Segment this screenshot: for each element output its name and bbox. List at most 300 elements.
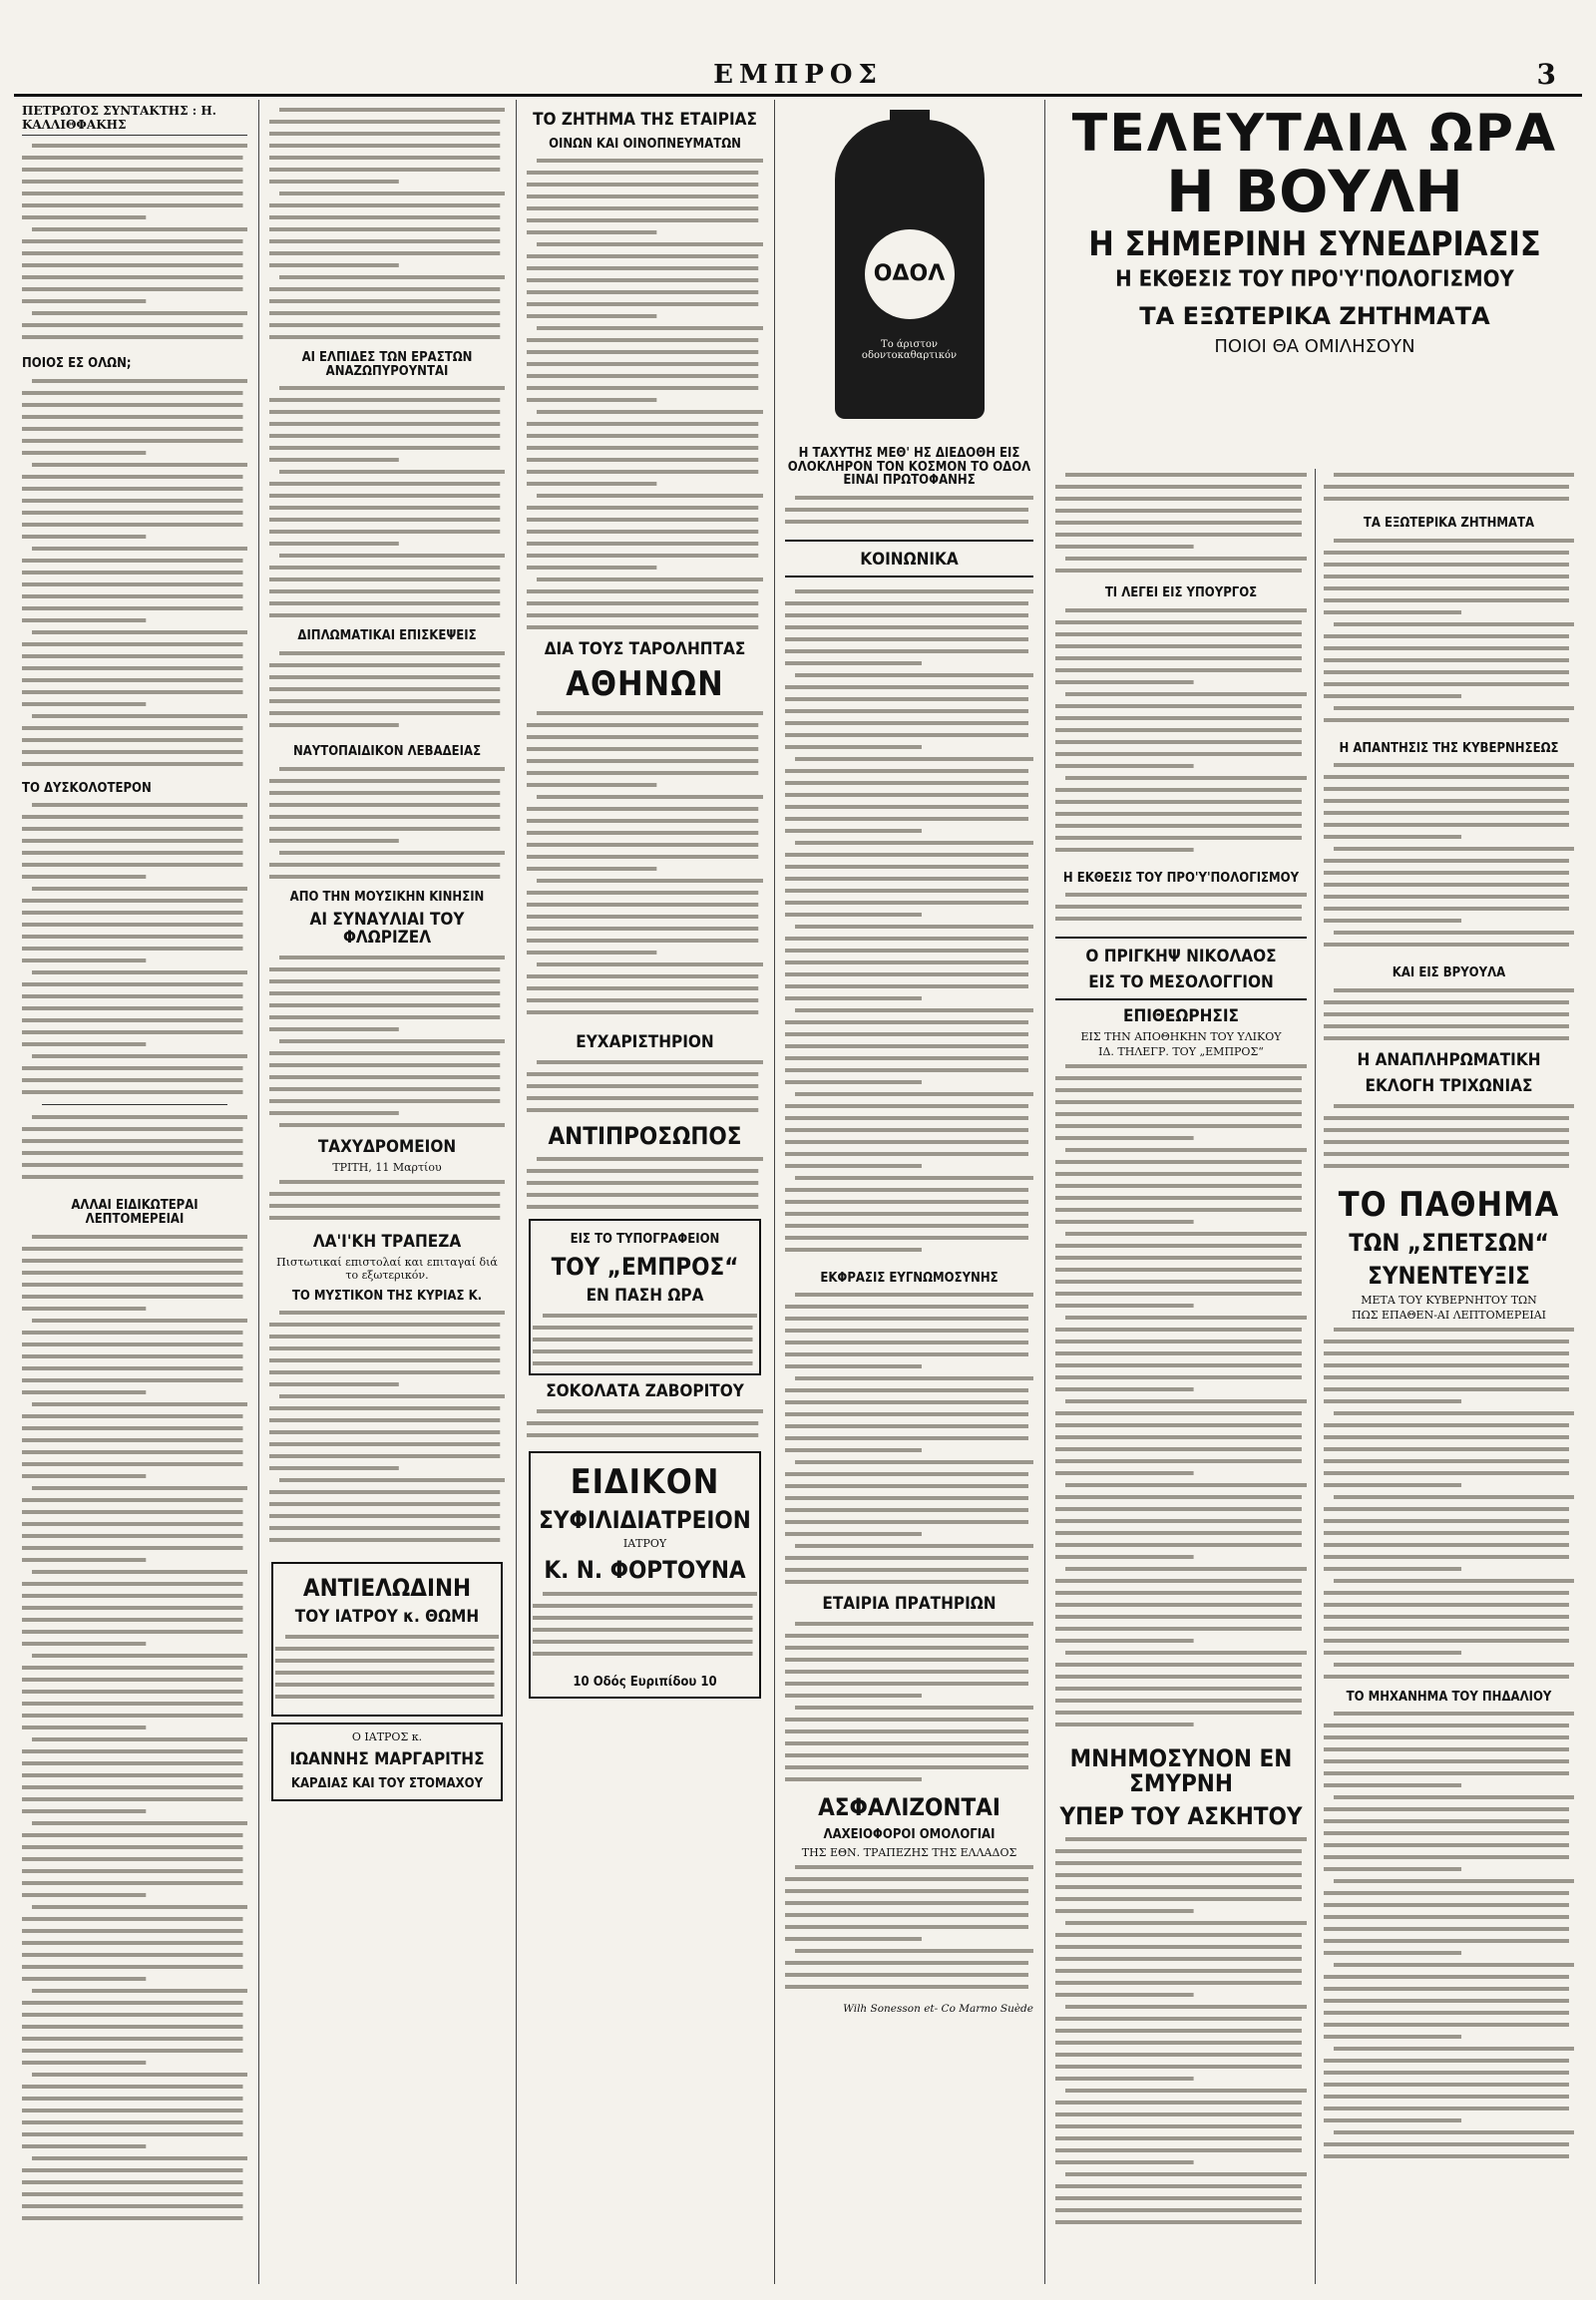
text-line [22, 1857, 242, 1861]
text-line [537, 1409, 763, 1413]
text-line [32, 1989, 247, 1993]
text-line [22, 2132, 242, 2136]
text-line [1334, 2130, 1574, 2134]
text-line [527, 183, 758, 187]
text-line [1065, 1921, 1307, 1925]
text-line [1324, 1164, 1569, 1168]
text-line [1334, 988, 1574, 992]
text-line [1324, 2011, 1569, 2015]
text-line [1324, 907, 1569, 911]
text-lines [1055, 1060, 1307, 1738]
article-heading: ΕΥΧΑΡΙΣΤΗΡΙΟΝ [576, 1032, 714, 1053]
text-line [1324, 1951, 1461, 1955]
text-line [269, 410, 500, 414]
ad-tagline: Το άριστον οδοντοκαθαρτικόν [861, 339, 958, 361]
text-line [22, 1366, 242, 1370]
text-line [1065, 776, 1307, 780]
text-line [527, 903, 758, 907]
ad-box [271, 1723, 503, 1800]
article-body [1055, 469, 1307, 578]
text-line [785, 1472, 1028, 1476]
text-lines [269, 104, 505, 343]
text-line [785, 1436, 1028, 1440]
text-lines [533, 1588, 757, 1668]
text-line [1055, 1909, 1194, 1913]
text-line [32, 1570, 247, 1574]
text-line [1055, 2220, 1302, 2224]
text-line [785, 1140, 1028, 1144]
text-line [269, 687, 500, 691]
text-line [22, 1066, 242, 1070]
text-line [1324, 1891, 1569, 1895]
text-line [22, 427, 242, 431]
text-line [537, 577, 763, 581]
text-line [527, 171, 758, 175]
text-line [1055, 716, 1302, 720]
text-line [279, 1311, 505, 1315]
text-line [537, 879, 763, 883]
text-line [1334, 1663, 1574, 1667]
text-line [1324, 823, 1569, 827]
text-line [269, 1099, 500, 1103]
text-line [22, 275, 242, 279]
text-line [527, 601, 758, 605]
text-line [1055, 1897, 1302, 1901]
text-line [1334, 1411, 1574, 1415]
text-line [1324, 2083, 1569, 2087]
text-line [269, 1335, 500, 1339]
text-line [22, 935, 242, 939]
text-line [1055, 1172, 1302, 1176]
text-line [269, 156, 500, 160]
ad-body [275, 1631, 499, 1711]
text-line [785, 769, 1028, 773]
ad-brand: ΟΔΟΛ [865, 229, 955, 319]
text-line [1324, 1615, 1569, 1619]
text-line [269, 1346, 500, 1350]
text-line [1055, 2077, 1194, 2081]
text-line [1324, 1747, 1569, 1751]
text-line [795, 1008, 1033, 1012]
text-line [785, 1556, 1028, 1560]
article-body [1055, 1833, 1307, 2232]
text-line [22, 535, 146, 539]
text-line [22, 1869, 242, 1873]
text-line [795, 496, 1033, 500]
text-lines [22, 140, 247, 349]
text-line [1055, 752, 1302, 756]
text-line [22, 263, 242, 267]
text-line [1055, 1459, 1302, 1463]
text-line [785, 865, 1028, 869]
text-line [543, 1592, 757, 1596]
text-line [1055, 1543, 1302, 1547]
text-lines [1055, 889, 1307, 929]
text-line [22, 391, 242, 395]
text-line [537, 494, 763, 498]
text-line [269, 530, 500, 534]
text-line [1324, 1771, 1569, 1775]
text-line [22, 1354, 242, 1358]
text-line [785, 1352, 1028, 1356]
text-line [527, 1421, 758, 1425]
text-line [527, 589, 758, 593]
text-line [1324, 1459, 1569, 1463]
article-body [269, 952, 505, 1131]
text-line [22, 1797, 242, 1801]
text-line [1055, 1423, 1302, 1427]
text-line [269, 542, 399, 546]
article-subheading: ΤΩΝ „ΣΠΕΤΣΩΝ“ [1349, 1229, 1549, 1258]
text-line [32, 547, 247, 551]
text-line [1055, 788, 1302, 792]
article-subheading: ΛΑΧΕΙΟΦΟΡΟΙ ΟΜΟΛΟΓΙΑΙ [823, 1827, 996, 1843]
text-line [1324, 1387, 1569, 1391]
text-line [22, 1594, 242, 1598]
text-line [22, 994, 242, 998]
text-line [1324, 634, 1569, 638]
text-line [1055, 1136, 1194, 1140]
text-line [269, 180, 399, 184]
text-line [1055, 2208, 1302, 2212]
text-line [1055, 1340, 1302, 1343]
text-line [22, 738, 242, 742]
text-line [1324, 1855, 1569, 1859]
text-line [22, 1773, 242, 1777]
text-line [1065, 557, 1307, 561]
text-line [1324, 1783, 1461, 1787]
text-line [527, 542, 758, 546]
text-line [1324, 1012, 1569, 1016]
text-line [22, 863, 242, 867]
text-line [1065, 1399, 1307, 1403]
text-lines [527, 1405, 763, 1445]
text-line [269, 1358, 500, 1362]
text-line [1055, 1124, 1302, 1128]
text-line [785, 889, 1028, 893]
article-heading: ΑΣΦΑΛΙΖΟΝΤΑΙ [818, 1793, 1000, 1822]
text-line [32, 1402, 247, 1406]
text-line [269, 1418, 500, 1422]
text-line [269, 446, 500, 450]
text-line [1055, 509, 1302, 513]
text-line [785, 901, 1028, 905]
text-line [785, 1104, 1028, 1108]
column-4 [777, 100, 1041, 2284]
text-line [32, 1905, 247, 1909]
text-line [1324, 1724, 1569, 1727]
text-lines [785, 1618, 1033, 1787]
text-line [1055, 1280, 1302, 1284]
text-line [1055, 1711, 1302, 1715]
column-rule [258, 100, 259, 2284]
article-body [1324, 759, 1574, 958]
text-line [269, 1027, 399, 1031]
text-line [785, 1985, 1028, 1989]
text-line [1055, 740, 1302, 744]
article-byline: ΙΔ. ΤΗΛΕΓΡ. ΤΟΥ „ΕΜΠΡΟΣ“ [1098, 1044, 1264, 1058]
text-line [279, 1180, 505, 1184]
text-line [527, 915, 758, 919]
text-line [785, 984, 1028, 988]
text-line [22, 702, 146, 706]
text-line [785, 1765, 1028, 1769]
text-line [785, 1400, 1028, 1404]
text-line [1324, 2118, 1461, 2122]
text-line [785, 1580, 1028, 1584]
text-line [32, 144, 247, 148]
ad-text: Ο ΙΑΤΡΟΣ κ. [351, 1730, 423, 1744]
text-line [285, 1635, 499, 1639]
text-line [1324, 575, 1569, 578]
text-line [22, 1378, 242, 1382]
text-line [1055, 1220, 1194, 1224]
text-line [22, 451, 146, 455]
text-line [1324, 1363, 1569, 1367]
text-line [269, 699, 500, 703]
text-line [785, 853, 1028, 857]
text-lines [22, 375, 247, 774]
text-line [22, 606, 242, 610]
text-line [275, 1671, 495, 1675]
text-line [22, 1522, 242, 1526]
text-line [22, 475, 242, 479]
text-line [1055, 1957, 1302, 1961]
text-line [1055, 1495, 1302, 1499]
article-subheading: ΟΙΝΩΝ ΚΑΙ ΟΙΝΟΠΝΕΥΜΑΤΩΝ [549, 136, 741, 152]
text-line [22, 1977, 146, 1981]
article-body [1324, 1100, 1574, 1180]
text-lines [785, 1289, 1033, 1588]
text-line [269, 311, 500, 315]
article-body [785, 1618, 1033, 1787]
article-body [22, 140, 247, 349]
text-line [269, 1442, 500, 1446]
text-line [785, 697, 1028, 701]
text-line [22, 499, 242, 503]
article-body [1055, 604, 1307, 864]
subheadline: Η ΣΗΜΕΡΙΝΗ ΣΥΝΕΔΡΙΑΣΙΣ [1088, 224, 1541, 264]
text-line [1334, 2047, 1574, 2051]
text-line [22, 1702, 242, 1706]
text-line [785, 1484, 1028, 1488]
text-line [269, 494, 500, 498]
text-line [1055, 2184, 1302, 2188]
text-line [785, 1152, 1028, 1156]
text-line [22, 947, 242, 951]
text-line [1055, 1639, 1194, 1643]
text-line [785, 960, 1028, 964]
text-line [275, 1683, 495, 1687]
text-lines [1324, 469, 1574, 509]
text-line [1055, 1873, 1302, 1877]
text-line [22, 875, 146, 879]
text-line [527, 1181, 758, 1185]
text-line [1334, 1712, 1574, 1716]
article-heading: ΤΟ ΜΥΣΤΙΚΟΝ ΤΗΣ ΚΥΡΙΑΣ Κ. [291, 1288, 483, 1304]
text-line [22, 1953, 242, 1957]
text-line [1055, 1531, 1302, 1535]
ad-heading: ΛΑ'Ι'ΚΗ ΤΡΑΠΕΖΑ [312, 1231, 462, 1252]
article-heading: ΔΙΠΛΩΜΑΤΙΚΑΙ ΕΠΙΣΚΕΨΕΙΣ [297, 628, 477, 644]
text-line [795, 673, 1033, 677]
text-line [785, 793, 1028, 797]
text-line [269, 263, 399, 267]
text-line [1324, 1675, 1569, 1679]
text-line [795, 841, 1033, 845]
text-line [1324, 497, 1569, 501]
text-line [785, 1913, 1028, 1917]
column-3 [519, 100, 771, 2284]
text-line [22, 1127, 242, 1131]
text-line [1055, 1375, 1302, 1379]
text-line [269, 1514, 500, 1518]
text-line [22, 1390, 146, 1394]
text-line [533, 1640, 753, 1644]
text-line [527, 927, 758, 931]
ad-box [271, 1562, 503, 1717]
text-line [785, 1212, 1028, 1216]
newspaper-title: ΕΜΠΡΟΣ [713, 60, 883, 90]
text-line [785, 625, 1028, 629]
text-line [1334, 1795, 1574, 1799]
text-line [785, 996, 922, 1000]
text-line [1065, 1567, 1307, 1571]
right-column-1 [1047, 469, 1315, 2284]
text-line [1055, 1591, 1302, 1595]
text-line [527, 625, 758, 629]
text-line [22, 1666, 242, 1670]
text-line [1324, 610, 1461, 614]
text-line [1065, 1651, 1307, 1655]
text-line [275, 1695, 495, 1699]
ad-body [527, 1405, 763, 1445]
text-line [785, 1341, 1028, 1344]
text-line [22, 559, 242, 563]
text-line [22, 642, 242, 646]
ad-heading-large: ΕΙΔΙΚΟΝ [570, 1461, 720, 1502]
text-line [785, 1200, 1028, 1204]
text-line [1055, 2124, 1302, 2128]
ad-box [529, 1219, 761, 1375]
text-line [1055, 1100, 1302, 1104]
text-line [795, 757, 1033, 761]
text-line [785, 1568, 1028, 1572]
text-line [269, 601, 500, 605]
text-line [795, 1865, 1033, 1869]
text-line [1065, 608, 1307, 612]
text-line [22, 1690, 242, 1694]
article-body [1324, 469, 1574, 509]
text-lines [785, 585, 1033, 1264]
text-line [32, 1821, 247, 1825]
text-line [785, 913, 922, 917]
text-line [22, 2216, 242, 2220]
text-line [269, 203, 500, 207]
text-line [32, 1115, 247, 1119]
text-line [785, 1777, 922, 1781]
text-line [269, 1490, 500, 1494]
text-line [1324, 1140, 1569, 1144]
text-line [537, 1060, 763, 1064]
text-line [1065, 2005, 1307, 2009]
text-line [269, 239, 500, 243]
article-heading: ΑΛΛΑΙ ΕΙΔΙΚΩΤΕΡΑΙ ΛΕΠΤΟΜΕΡΕΙΑΙ [71, 1198, 199, 1227]
column-1 [14, 100, 255, 2284]
text-line [279, 851, 505, 855]
text-line [22, 156, 242, 160]
text-line [785, 508, 1028, 512]
text-line [269, 434, 500, 438]
text-line [279, 108, 505, 112]
article-body [1055, 1060, 1307, 1738]
signature: Wilh Sonesson et- Co Marmo Suède [843, 2003, 1033, 2016]
text-line [22, 923, 242, 927]
text-line [279, 192, 505, 195]
article-subheading: ΕΙΣ ΤΗΝ ΑΠΟΘΗΚΗΝ ΤΟΥ ΥΛΙΚΟΥ [1080, 1029, 1282, 1043]
text-line [1324, 895, 1569, 899]
text-line [269, 827, 500, 831]
text-line [1334, 539, 1574, 543]
text-line [22, 1271, 242, 1275]
text-line [527, 771, 758, 775]
text-line [527, 831, 758, 835]
text-line [22, 1510, 242, 1514]
text-line [32, 887, 247, 891]
text-line [22, 2049, 242, 2053]
text-line [22, 1090, 242, 1094]
ad-subheading: ΚΑΡΔΙΑΣ ΚΑΙ ΤΟΥ ΣΤΟΜΑΧΟΥ [290, 1776, 484, 1792]
text-line [1055, 2017, 1302, 2021]
text-line [1055, 1076, 1302, 1080]
text-line [269, 482, 500, 486]
text-line [1324, 694, 1461, 698]
text-line [269, 979, 500, 983]
text-line [1055, 668, 1302, 672]
text-line [279, 470, 505, 474]
text-line [1324, 1987, 1569, 1991]
text-line [527, 230, 656, 234]
text-line [1324, 1567, 1461, 1571]
article-heading: ΤΑ ΕΞΩΤΕΡΙΚΑ ΖΗΤΗΜΑΤΑ [1363, 516, 1535, 531]
text-line [22, 2120, 242, 2124]
text-line [22, 2097, 242, 2101]
text-line [1055, 1687, 1302, 1691]
text-line [1324, 1831, 1569, 1835]
text-line [1324, 1036, 1569, 1040]
text-line [785, 613, 1028, 617]
column-rule [1044, 100, 1045, 2284]
text-line [269, 1063, 500, 1067]
text-line [1055, 1603, 1302, 1607]
text-line [527, 506, 758, 510]
text-line [22, 982, 242, 986]
section-heading: ΚΟΙΝΩΝΙΚΑ [860, 549, 959, 570]
text-line [785, 1496, 1028, 1500]
article-body [785, 1861, 1033, 2001]
article-body [269, 763, 505, 883]
article-body [1324, 1708, 1574, 2166]
text-line [22, 1151, 242, 1155]
article-dateline: ΤΡΙΤΗ, 11 Μαρτίου [332, 1160, 442, 1174]
text-line [795, 1293, 1033, 1297]
text-line [1334, 473, 1574, 477]
text-line [269, 1406, 500, 1410]
text-line [22, 678, 242, 682]
text-line [279, 767, 505, 771]
text-line [795, 1706, 1033, 1710]
text-line [527, 266, 758, 270]
